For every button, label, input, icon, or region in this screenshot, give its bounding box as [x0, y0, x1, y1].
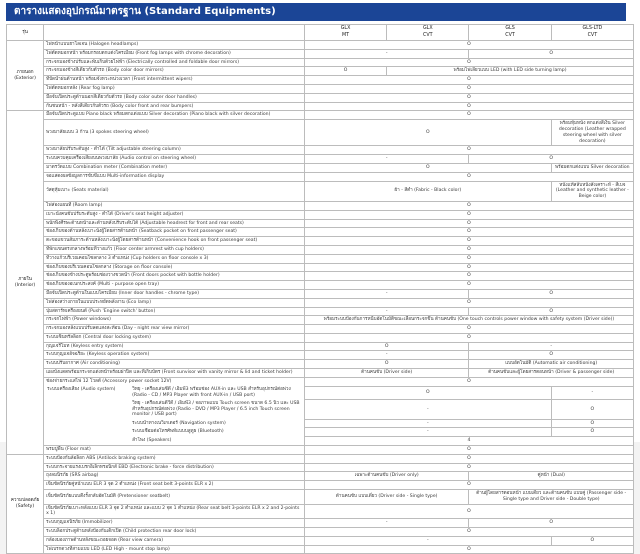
- equipment-name: เข็มขัดนิรภัยแบบดึงรั้งกลับอัตโนมัติ (Pretensioner seatbelt): [46, 493, 171, 499]
- availability-mark: O: [304, 120, 551, 146]
- table-row: [7, 360, 634, 369]
- row-label: [44, 316, 305, 325]
- availability-mark: O: [551, 428, 633, 437]
- value-cell: ด้านคนขับ (Driver side): [304, 369, 469, 378]
- table-row: [7, 254, 634, 263]
- availability-mark: O: [469, 351, 634, 360]
- table-row: [7, 298, 634, 307]
- row-label: [44, 289, 305, 298]
- table-row: [7, 58, 634, 67]
- equipment-name: พวงมาลัยปรับระดับสูง - ต่ำได้ (Tilt adjustable steering column): [46, 147, 181, 153]
- equipment-name: ลำโพง (Speakers): [132, 438, 172, 443]
- availability-mark: O: [304, 454, 633, 463]
- table-row: [7, 342, 634, 351]
- value-cell: ด้านผู้โดยสารตอนหน้า แบบเดี่ยว และด้านคนขับ แบบคู่ (Passenger side - Single type and Driver side - Double type): [469, 490, 634, 505]
- row-label: [44, 400, 305, 419]
- not-available-mark: -: [304, 419, 551, 428]
- availability-mark: O: [304, 146, 633, 155]
- availability-mark: O: [304, 245, 633, 254]
- row-label: [44, 41, 305, 50]
- table-row: [7, 536, 634, 545]
- model-header-cell: รุ่น: [7, 25, 44, 41]
- equipment-name: ระบบเซ็นทรัลล็อก (Central door locking system): [46, 334, 151, 340]
- table-row: [7, 377, 634, 386]
- equipment-name: ระบบนำทางเนวิเกเตอร์ (Navigation system): [132, 420, 226, 426]
- section-name: ภายใน: [18, 276, 32, 282]
- table-row: [7, 41, 634, 50]
- column-header-gls-cvt: [469, 25, 551, 41]
- not-available-mark: -: [551, 386, 633, 400]
- row-label: [44, 325, 305, 334]
- not-available-mark: -: [304, 400, 551, 419]
- not-available-mark: -: [304, 49, 469, 58]
- equipment-name: ช่องเก็บของบริเวณคอนโซลกลาง (Storage on floor console): [46, 264, 173, 270]
- not-available-mark: -: [304, 351, 469, 360]
- row-label: [44, 419, 305, 428]
- equipment-name: กล้องมองภาพด้านหลังขณะถอยจอด (Rear view camera): [46, 537, 164, 543]
- page-title: ตารางแสดงอุปกรณ์มาตรฐาน (Standard Equipments): [6, 3, 626, 21]
- equipment-name: ระบบเชื่อมต่อโทรศัพท์แบบบลูทูธ (Bluetooth): [132, 429, 224, 435]
- row-label: [44, 210, 305, 219]
- header-row: [7, 25, 634, 41]
- value-cell: ด้านคนขับและผู้โดยสารตอนหน้า (Driver & passenger side): [469, 369, 634, 378]
- equipment-name: ไฟเบรกดวงที่สามแบบ LED (LED High - mount stop lamp): [46, 546, 170, 552]
- availability-mark: O: [304, 67, 386, 76]
- equipment-name: มือจับเปิดประตูด้านในแบบโครเมียม (Inner door handles - chrome type): [46, 290, 199, 296]
- availability-mark: O: [551, 419, 633, 428]
- availability-mark: O: [304, 172, 633, 181]
- table-row: [7, 333, 634, 342]
- table-row: [7, 316, 634, 325]
- row-label: [44, 102, 305, 111]
- availability-mark: O: [469, 289, 634, 298]
- equipment-name: ไฟตัดหมอกหลัง (Rear fog lamp): [46, 85, 115, 91]
- row-label: [44, 519, 305, 528]
- availability-mark: O: [304, 333, 633, 342]
- not-available-mark: -: [304, 428, 551, 437]
- value-cell: พร้อมระบบป้องกันการหนีบอัตโนมัติขณะเลื่อนกระจกขึ้น ด้านคนขับ (One touch controls power window with safety system (Driver side)): [304, 316, 633, 325]
- row-label: [44, 360, 305, 369]
- row-label: [44, 163, 305, 172]
- equipment-name: ที่พักแขนตรงกลางพร้อมที่วางแก้ว (Floor center armrest with cup holders): [46, 246, 204, 252]
- value-cell: คู่หน้า (Dual): [469, 472, 634, 481]
- row-label: [44, 504, 305, 519]
- row-label: [44, 111, 305, 120]
- equipment-name: มาตรวัดแบบ Combination meter (Combination meter): [46, 164, 168, 170]
- table-row: [7, 289, 634, 298]
- equipment-name: วิทยุ - เครื่องเล่นดีวีดี / เอ็มพี3 / จอภาพแบบ Touch screen ขนาด 6.5 นิ้ว และ USB สำหรับอุปกรณ์ต่อพ่วง (Radio - DVD / MP3 Player / 6.5 inch Touch screen monitor / USB port): [132, 400, 300, 418]
- equipment-name: ระบบกุญแจอัจฉริยะ (Keyless operation system): [46, 352, 150, 358]
- table-row: [7, 163, 634, 172]
- equipment-name: กระจกไฟฟ้า (Power windows): [46, 317, 111, 323]
- row-label: [44, 58, 305, 67]
- value-cell: 4: [304, 437, 633, 446]
- section-label-exterior: [7, 41, 44, 111]
- equipment-name: กุญแจรีโมท (Keyless entry system): [46, 343, 124, 349]
- table-row: [7, 472, 634, 481]
- row-label: [44, 536, 305, 545]
- table-row: [7, 463, 634, 472]
- table-row: [7, 228, 634, 237]
- column-header-gls-ltd-cvt: [551, 25, 633, 41]
- row-label: [44, 155, 305, 164]
- equipment-name: จอแสดงผลข้อมูลการขับขี่แบบ Multi-information display: [46, 173, 165, 179]
- not-available-mark: -: [469, 342, 634, 351]
- equipment-name: ระบบป้องกันล้อล็อก ABS (Antilock braking system): [46, 455, 156, 461]
- section-label-interior: [7, 111, 44, 454]
- table-row: [7, 528, 634, 537]
- trim-name: GLX: [422, 26, 433, 31]
- table-row: [7, 351, 634, 360]
- equipment-name: ไฟหน้าแบบฮาโลเจน (Halogen headlamps): [46, 42, 139, 47]
- row-label: [44, 528, 305, 537]
- row-label: [44, 428, 305, 437]
- table-row: [7, 369, 634, 378]
- trim-transmission: CVT: [423, 32, 433, 38]
- row-label: [44, 545, 305, 554]
- row-label: [44, 181, 305, 201]
- section-name-en: (Safety): [15, 504, 35, 510]
- equipment-name: ไฟตัดหมอกหน้า พร้อมกรอบตกแต่งโครเมียม (Front fog lamps with chrome decoration): [46, 50, 231, 56]
- equipment-name: ช่องเก็บของอเนกประสงค์ (Multi - purpose open tray): [46, 282, 159, 288]
- availability-mark: O: [469, 519, 634, 528]
- availability-mark: O: [304, 228, 633, 237]
- equipment-name: วัสดุหุ้มเบาะ (Seats material): [46, 188, 109, 194]
- row-label: [44, 201, 305, 210]
- equipment-name: ช่องเก็บของด้านหลังเบาะนั่งผู้โดยสารด้านหน้า (Seatback pocket on front passenger seat): [46, 229, 237, 235]
- table-row: [7, 307, 634, 316]
- value-cell: พร้อมไฟเลี้ยวแบบ LED (with LED side turning lamp): [387, 67, 634, 76]
- table-row: [7, 219, 634, 228]
- equipment-name: ระบบกุญแจนิรภัย (Immobilizer): [46, 520, 113, 526]
- availability-mark: O: [304, 76, 633, 85]
- value-cell: พร้อมหุ้มหนัง ตกแต่งสีเงิน Silver decoration (Leather wrapped steering wheel with silver decoration): [551, 120, 633, 146]
- row-label: [44, 228, 305, 237]
- section-label-safety: [7, 454, 44, 554]
- equipment-name: ไฟส่องแผนที่ (Room lamp): [46, 202, 103, 208]
- table-row: [7, 281, 634, 290]
- equipment-name: ไฟส่องสว่างภายในแบบประหยัดพลังงาน (Eco lamp): [46, 299, 151, 305]
- equipment-name: แผงบังแดดพร้อมกระจกแต่งหน้าพร้อมฝาปิด และที่เก็บบัตร (Front sunvisor with vanity mirror & lid and ticket holder): [46, 370, 293, 376]
- availability-mark: O: [304, 102, 633, 111]
- availability-mark: O: [304, 446, 633, 455]
- not-available-mark: -: [304, 155, 469, 164]
- availability-mark: O: [304, 237, 633, 246]
- row-label: [44, 67, 305, 76]
- availability-mark: O: [304, 210, 633, 219]
- table-row: [7, 67, 634, 76]
- availability-mark: O: [304, 201, 633, 210]
- table-row: [7, 454, 634, 463]
- table-row: [7, 84, 634, 93]
- table-row: [7, 545, 634, 554]
- trim-name: GLX: [340, 26, 351, 31]
- availability-mark: O: [304, 58, 633, 67]
- equipment-name: ตะขอแขวนสัมภาระด้านหลังเบาะนั่งผู้โดยสารด้านหน้า (Convenience hook on front passenger seat): [46, 238, 258, 244]
- value-cell: หนังแท้สลับหนังสังเคราะห์ - สีเบจ (Leather and synthetic leather - Beige color): [551, 181, 633, 201]
- availability-mark: O: [304, 360, 469, 369]
- row-label: [44, 281, 305, 290]
- value-cell: พร้อมตกแต่งแบบ Silver decoration: [551, 163, 633, 172]
- equipment-name: พรมปูพื้น (Floor mat): [46, 447, 91, 453]
- availability-mark: O: [469, 307, 634, 316]
- row-label: [44, 120, 305, 146]
- group-label: ระบบเครื่องเสียง (Audio system): [47, 387, 116, 393]
- table-row: [7, 201, 634, 210]
- equipment-name: วิทยุ - เครื่องเล่นซีดี / เอ็มพี3 พร้อมช่อง AUX-in และ USB สำหรับอุปกรณ์ต่อพ่วง (Radio - CD / MP3 Player with front AUX-in / USB port): [132, 387, 291, 398]
- trim-transmission: MT: [342, 32, 350, 38]
- row-label: [44, 369, 305, 378]
- table-row: [7, 237, 634, 246]
- table-row: [7, 325, 634, 334]
- availability-mark: O: [304, 41, 633, 50]
- value-cell: ด้านคนขับ แบบเดี่ยว (Driver side - Single type): [304, 490, 469, 505]
- table-row: [7, 146, 634, 155]
- row-label: [44, 342, 305, 351]
- row-label: [44, 472, 305, 481]
- table-row: [7, 428, 634, 437]
- table-row: [7, 120, 634, 146]
- row-label: [44, 146, 305, 155]
- trim-transmission: CVT: [587, 32, 598, 38]
- table-row: [7, 155, 634, 164]
- column-header-glx-mt: [304, 25, 386, 41]
- row-label: [44, 219, 305, 228]
- availability-mark: O: [304, 528, 633, 537]
- table-row: [7, 481, 634, 490]
- table-row: [7, 210, 634, 219]
- table-row: [7, 76, 634, 85]
- equipment-name: ช่องเก็บของข้างประตูพร้อมช่องวางขวดน้ำ (Front doors pocket with bottle holder): [46, 273, 220, 279]
- row-label: [44, 237, 305, 246]
- availability-mark: O: [304, 325, 633, 334]
- availability-mark: O: [304, 281, 633, 290]
- availability-mark: O: [304, 272, 633, 281]
- table-row: [7, 272, 634, 281]
- row-label: [44, 437, 305, 446]
- availability-mark: O: [304, 298, 633, 307]
- row-label: [44, 172, 305, 181]
- section-name: ภายนอก: [16, 69, 34, 75]
- availability-mark: O: [304, 342, 469, 351]
- equipment-name: ที่ปัดน้ำฝนด้านหน้า พร้อมจังหวะหน่วงเวลา (Front intermittent wipers): [46, 77, 193, 83]
- table-row: [7, 93, 634, 102]
- row-label: [44, 386, 305, 400]
- availability-mark: O: [304, 219, 633, 228]
- section-name-en: (Exterior): [14, 75, 36, 81]
- equipment-name: พวงมาลัยแบบ 3 ก้าน (3 spokes steering wheel): [46, 129, 149, 135]
- equipment-name: เข็มขัดนิรภัยคู่หน้าแบบ ELR 3 จุด 2 ตำแหน่ง (Front seat belt 3-points ELR x 2): [46, 482, 214, 488]
- not-available-mark: -: [304, 307, 469, 316]
- row-label: [44, 245, 305, 254]
- availability-mark: O: [469, 155, 634, 164]
- equipment-name: ระบบล็อกประตูด้านหลังป้องกันเด็กเปิด (Child protection rear door lock): [46, 529, 197, 535]
- section-name-en: (Interior): [14, 282, 36, 288]
- row-label: [44, 254, 305, 263]
- row-label: [44, 93, 305, 102]
- equipment-name: ช่องจ่ายกระแสไฟ 12 โวลต์ (Accessory power socket 12V): [46, 379, 172, 385]
- row-label: [44, 84, 305, 93]
- equipment-name: ระบบควบคุมเครื่องเสียงบนพวงมาลัย (Audio control on steering wheel): [46, 156, 197, 162]
- equipment-name: เข็มขัดนิรภัยเบาะหลังแบบ ELR 3 จุด 2 ตำแหน่ง และแบบ 2 จุด 1 ตำแหน่ง (Rear seat belt 3-points ELR x 2 and 2-points x 1): [46, 505, 300, 517]
- row-label: [44, 351, 305, 360]
- row-label: [44, 490, 305, 505]
- table-row: [7, 49, 634, 58]
- table-row: [7, 446, 634, 455]
- column-header-glx-cvt: [387, 25, 469, 41]
- row-label: [44, 481, 305, 490]
- availability-mark: O: [304, 93, 633, 102]
- availability-mark: O: [304, 263, 633, 272]
- table-row: [7, 400, 634, 419]
- equipment-name: มือจับเปิดประตูด้านนอกสีเดียวกับตัวรถ (Body color outer door handles): [46, 94, 197, 100]
- table-row: [7, 102, 634, 111]
- table-row: [7, 519, 634, 528]
- table-row: [7, 172, 634, 181]
- availability-mark: O: [551, 536, 633, 545]
- value-cell: เฉพาะด้านคนขับ (Driver only): [304, 472, 469, 481]
- trim-name: GLS: [505, 26, 515, 31]
- table-row: [7, 263, 634, 272]
- not-available-mark: -: [304, 536, 551, 545]
- table-row: [7, 386, 634, 400]
- table-row: [7, 504, 634, 519]
- availability-mark: O: [304, 111, 633, 120]
- row-label: [44, 454, 305, 463]
- availability-mark: O: [304, 84, 633, 93]
- availability-mark: O: [304, 377, 633, 386]
- equipment-name: กระจกมองข้างสีเดียวกับตัวรถ (Body color door mirrors): [46, 68, 164, 74]
- table-row: [7, 490, 634, 505]
- spec-table: [6, 24, 634, 554]
- equipment-header-cell: [44, 25, 305, 41]
- equipment-name: เบาะนั่งคนขับปรับระดับสูง - ต่ำได้ (Driver's seat height adjuster): [46, 211, 184, 217]
- row-label: [44, 263, 305, 272]
- table-row: [7, 245, 634, 254]
- equipment-name: ที่วางแก้วบริเวณคอนโซลกลาง 3 ตำแหน่ง (Cup holders on floor console x 3): [46, 255, 209, 261]
- table-row: [7, 419, 634, 428]
- availability-mark: O: [304, 254, 633, 263]
- equipment-name: ระบบปรับอากาศ (Air conditioning): [46, 361, 120, 367]
- row-label: [44, 49, 305, 58]
- row-label: [44, 377, 305, 386]
- equipment-name: ถุงลมนิรภัย (SRS airbag): [46, 473, 99, 479]
- section-name: ความปลอดภัย: [10, 498, 40, 504]
- trim-transmission: CVT: [505, 32, 515, 38]
- equipment-name: มือจับเปิดประตูแบบ Piano black พร้อมตกแต่งแบบ Silver decoration (Piano black with silver decoration): [46, 112, 271, 118]
- equipment-name: ระบบกระจายแรงเบรกอิเล็กทรอนิกส์ EBD (Electronic brake - force distribution): [46, 464, 214, 470]
- value-cell: แบบอัตโนมัติ (Automatic air conditioning): [469, 360, 634, 369]
- availability-mark: O: [304, 504, 633, 519]
- availability-mark: O: [304, 463, 633, 472]
- equipment-name: กันชนหน้า - หลังสีเดียวกับตัวรถ (Body color front and rear bumpers): [46, 103, 194, 109]
- availability-mark: O: [551, 400, 633, 419]
- table-row: [7, 437, 634, 446]
- not-available-mark: -: [304, 289, 469, 298]
- row-label: [44, 307, 305, 316]
- availability-mark: O: [304, 481, 633, 490]
- row-label: [44, 446, 305, 455]
- table-row: [7, 111, 634, 120]
- equipment-name: กระจกมองหลังแบบปรับลดแสงสะท้อน (Day - night rear view mirror): [46, 326, 190, 332]
- row-label: [44, 298, 305, 307]
- equipment-name: ปุ่มสตาร์ทเครื่องยนต์ (Push 'Engine switch' button): [46, 308, 156, 314]
- row-label: [44, 76, 305, 85]
- row-label: [44, 333, 305, 342]
- equipment-name: กระจกมองข้างปรับและพับเก็บด้วยไฟฟ้า (Electrically controlled and foldable door mirrors): [46, 59, 240, 65]
- availability-mark: O: [304, 163, 551, 172]
- row-label: [44, 463, 305, 472]
- availability-mark: O: [304, 545, 633, 554]
- availability-mark: O: [469, 49, 634, 58]
- row-label: [44, 272, 305, 281]
- table-row: [7, 181, 634, 201]
- equipment-name: พนักพิงศีรษะด้านหน้าและด้านหลังปรับระดับได้ (Adjustable headrest for front and rear seats): [46, 220, 244, 226]
- value-cell: ผ้า - สีดำ (Fabric - Black color): [304, 181, 551, 201]
- trim-name: GLS-LTD: [582, 26, 603, 31]
- not-available-mark: -: [304, 519, 469, 528]
- availability-mark: O: [304, 386, 551, 400]
